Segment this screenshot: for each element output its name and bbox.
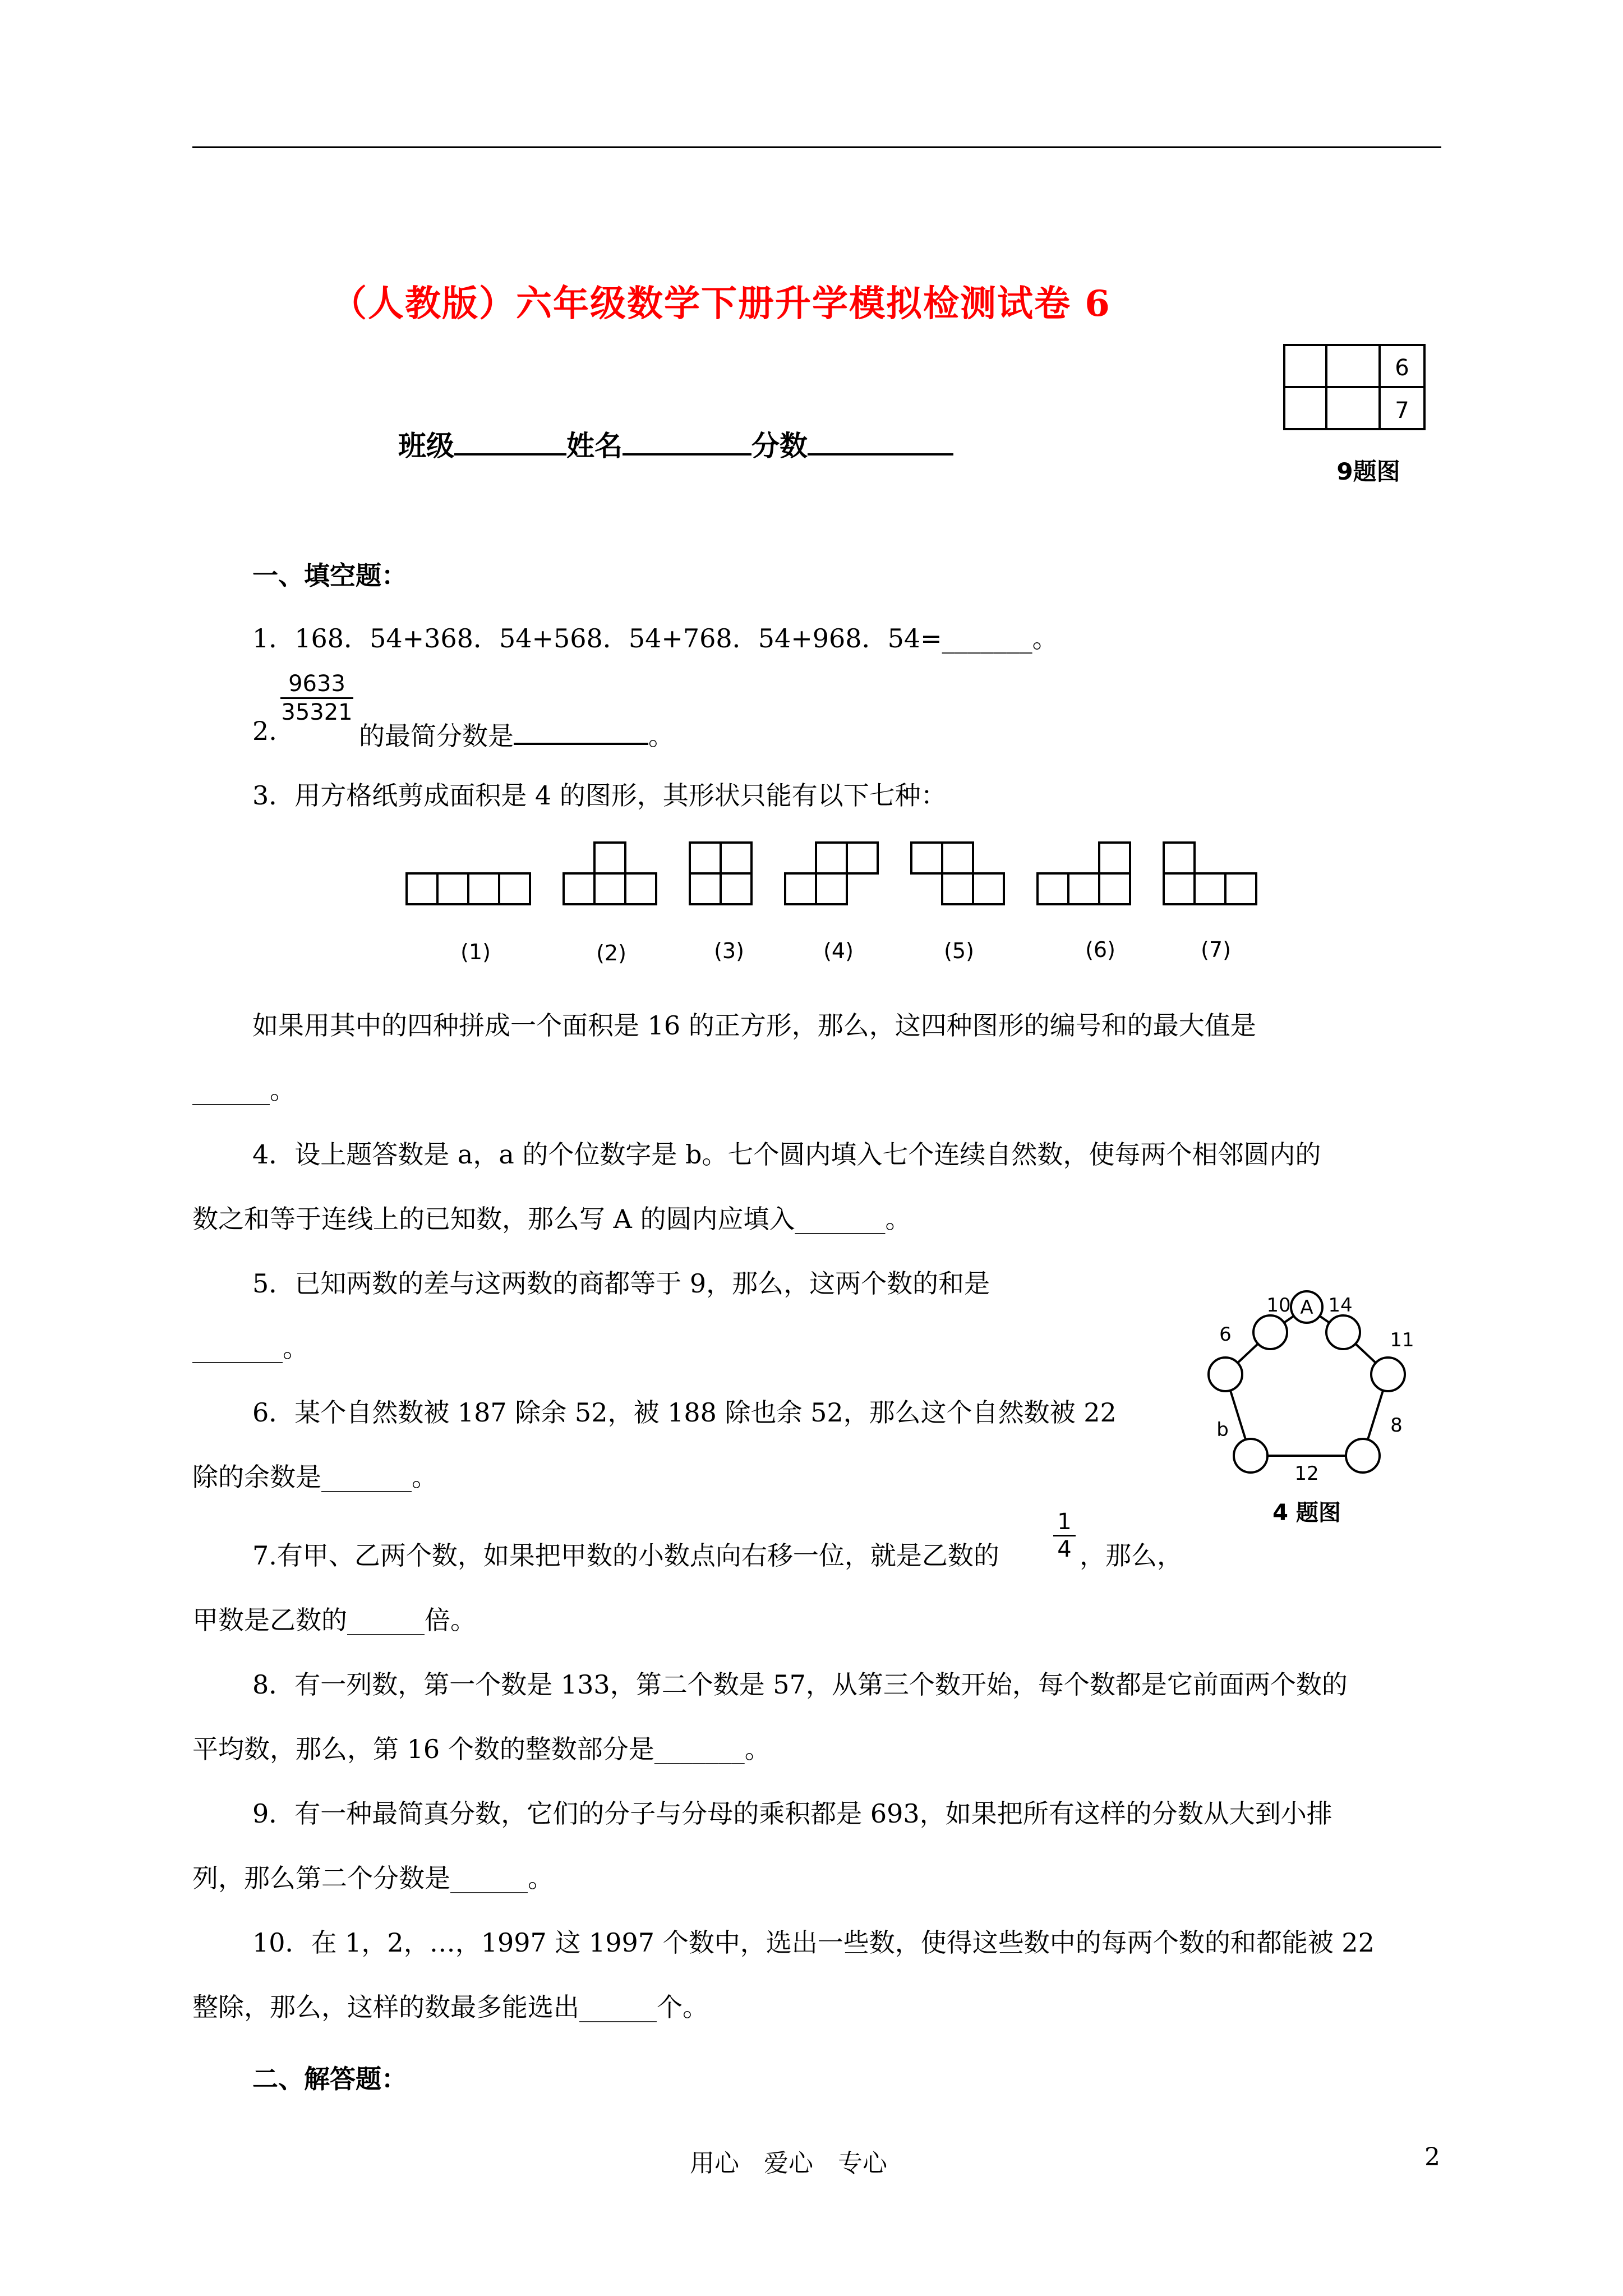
- question-3-line1: 如果用其中的四种拼成一个面积是 16 的正方形，那么，这四种图形的编号和的最大值是: [252, 1010, 1256, 1041]
- question-7-line1b: ，那么，: [1080, 1540, 1183, 1571]
- figure-4-circles: [1172, 1285, 1430, 1543]
- question-10-line1: 10．在 1，2，…，1997 这 1997 个数中，选出一些数，使得这些数中的每两个数的和都能被 22: [252, 1927, 1375, 1958]
- shape-label-7: (7): [1201, 937, 1231, 962]
- question-10-line2: 整除，那么，这样的数最多能选出______个。: [192, 1992, 708, 2022]
- edge-label-8: 8: [1390, 1414, 1403, 1437]
- question-8-line1: 8．有一列数，第一个数是 133，第二个数是 57，从第三个数开始，每个数都是它前面两个数的: [252, 1669, 1348, 1700]
- question-7-line1a: 7.有甲、乙两个数，如果把甲数的小数点向右移一位，就是乙数的: [252, 1540, 999, 1571]
- question-2-blank: [514, 718, 648, 745]
- edge-label-11: 11: [1390, 1329, 1414, 1351]
- question-8-line2: 平均数，那么，第 16 个数的整数部分是_______。: [192, 1734, 771, 1764]
- shape-label-3: (3): [714, 938, 744, 963]
- question-3-shapes: [393, 830, 1267, 976]
- name-blank: [623, 424, 751, 455]
- shape-label-1: (1): [460, 940, 491, 964]
- question-7-fraction: [1053, 1509, 1076, 1562]
- question-2-end: 。: [648, 721, 674, 751]
- edge-label-6: 6: [1219, 1323, 1232, 1346]
- question-2-suffix: 的最简分数是: [359, 721, 514, 751]
- question-6-line1: 6．某个自然数被 187 除余 52，被 188 除也余 52，那么这个自然数被 22: [252, 1397, 1117, 1428]
- student-info-line: [398, 424, 953, 464]
- circle-a-label: A: [1300, 1296, 1313, 1319]
- section-2-heading: 二、解答题：: [252, 2064, 407, 2094]
- fraction-denominator: 35321: [280, 697, 353, 726]
- question-6-line2: 除的余数是_______。: [192, 1462, 437, 1492]
- score-blank: [808, 424, 953, 455]
- edge-label-12: 12: [1294, 1462, 1319, 1485]
- shape-label-4: (4): [823, 938, 854, 963]
- question-7-line2: 甲数是乙数的______倍。: [192, 1605, 476, 1635]
- edge-label-b: b: [1216, 1419, 1229, 1441]
- question-3: 3．用方格纸剪成面积是 4 的图形，其形状只能有以下七种：: [252, 780, 947, 811]
- fig9-caption: 9题图: [1336, 458, 1400, 485]
- shape-label-2: (2): [596, 941, 626, 965]
- question-2-text: [359, 718, 674, 749]
- fraction-denominator: 4: [1053, 1535, 1076, 1562]
- fraction-numerator: 1: [1057, 1509, 1072, 1535]
- name-label: 姓名: [566, 429, 623, 462]
- question-9-line2: 列，那么第二个分数是______。: [192, 1863, 554, 1893]
- score-label: 分数: [751, 429, 808, 462]
- class-label: 班级: [398, 429, 454, 462]
- section-1-heading: 一、填空题：: [252, 560, 407, 591]
- fig9-cell-6: 6: [1395, 355, 1409, 381]
- fraction-numerator: 9633: [288, 671, 345, 697]
- page-title: （人教版）六年级数学下册升学模拟检测试卷 6: [331, 283, 1111, 325]
- question-1: 1．168．54+368．54+568．54+768．54+968．54=_______。: [252, 623, 1058, 654]
- question-5-line1: 5．已知两数的差与这两数的商都等于 9，那么，这两个数的和是: [252, 1268, 990, 1299]
- fig4-caption: 4 题图: [1272, 1500, 1341, 1526]
- question-2-fraction: [280, 670, 353, 726]
- shape-label-6: (6): [1085, 937, 1115, 962]
- edge-label-10: 10: [1266, 1294, 1291, 1317]
- figure-9-grid: [1279, 339, 1436, 491]
- question-4-line2: 数之和等于连线上的已知数，那么写 A 的圆内应填入_______。: [192, 1204, 911, 1234]
- header-rule: [192, 146, 1441, 148]
- question-5-line2: _______。: [192, 1333, 308, 1363]
- class-blank: [454, 424, 566, 455]
- page-number: 2: [1424, 2143, 1440, 2171]
- question-2-prefix: 2.: [252, 716, 277, 746]
- fig9-cell-7: 7: [1395, 398, 1409, 424]
- question-3-line2: ______。: [192, 1075, 296, 1105]
- question-4-line1: 4．设上题答数是 a，a 的个位数字是 b。七个圆内填入七个连续自然数，使每两个相邻圆内的: [252, 1139, 1321, 1170]
- shape-label-5: (5): [944, 938, 974, 963]
- question-9-line1: 9．有一种最简真分数，它们的分子与分母的乘积都是 693，如果把所有这样的分数从大到小排: [252, 1798, 1332, 1829]
- edge-label-14: 14: [1328, 1294, 1353, 1317]
- page-footer: 用心 爱心 专心: [690, 2149, 887, 2178]
